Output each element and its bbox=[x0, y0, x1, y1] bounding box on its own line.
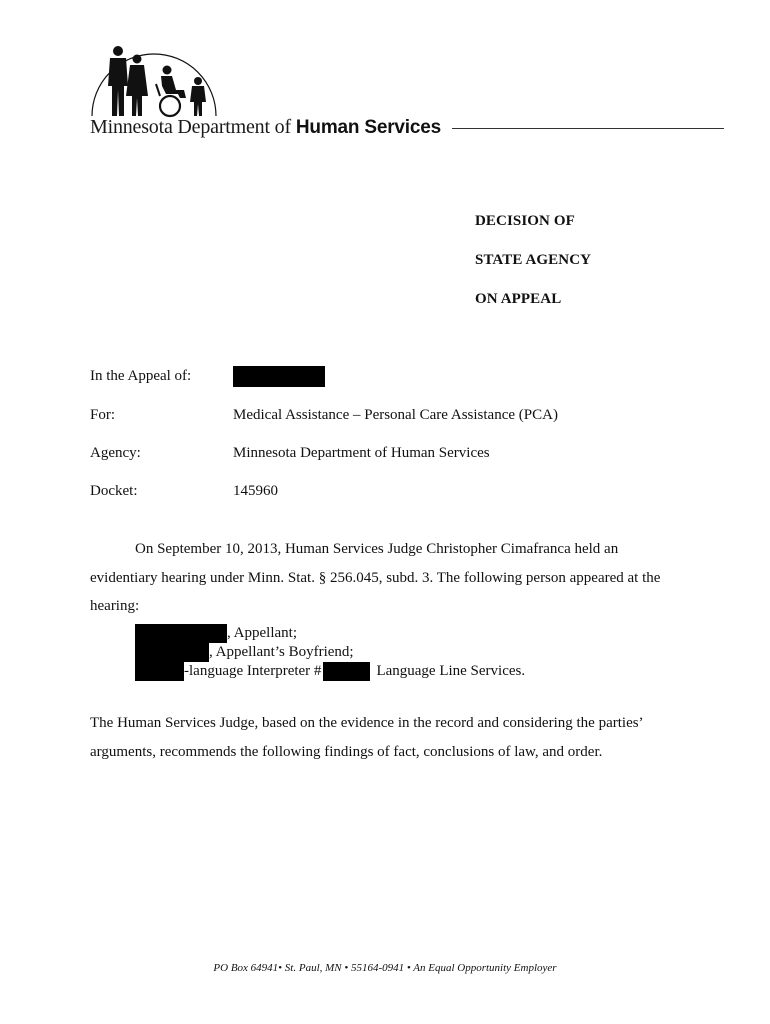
for-field bbox=[90, 406, 558, 424]
title-line-3: ON APPEAL bbox=[475, 291, 562, 307]
agency-value: Minnesota Department of Human Services bbox=[233, 445, 490, 461]
conclusion-paragraph bbox=[90, 709, 680, 766]
conclusion-text: The Human Services Judge, based on the evidence in the record and considering the parties’ arguments, recommends the following findings of fact, conclusions of law, and order. bbox=[90, 715, 643, 760]
appellant-redaction bbox=[135, 624, 227, 643]
letterhead-org-emphasis: Human Services bbox=[295, 117, 441, 138]
docket-field bbox=[90, 482, 278, 500]
agency-label: Agency: bbox=[90, 445, 141, 461]
appearance-interpreter bbox=[135, 662, 525, 681]
appearance-interpreter-service: Language Line Services. bbox=[376, 663, 526, 679]
appearance-interpreter-text: -language Interpreter # bbox=[184, 663, 322, 679]
intro-text: On September 10, 2013, Human Services Judge Christopher Cimafranca held an evidentiary hearing under Minn. Stat. § 256.045, subd. 3. The following person appeared at the hearing: bbox=[90, 541, 661, 614]
boyfriend-redaction bbox=[135, 643, 209, 662]
docket-label: Docket: bbox=[90, 483, 138, 499]
title-line-2: STATE AGENCY bbox=[475, 252, 592, 268]
letterhead-org-prefix: Minnesota Department of bbox=[90, 116, 291, 138]
family-figures-logo-icon bbox=[90, 44, 218, 118]
decision-title bbox=[475, 212, 591, 329]
appeal-of-label: In the Appeal of: bbox=[90, 368, 192, 384]
appearance-appellant bbox=[135, 624, 525, 643]
appearance-boyfriend-text: , Appellant’s Boyfriend; bbox=[209, 644, 354, 660]
agency-field bbox=[90, 444, 490, 462]
appearance-appellant-text: , Appellant; bbox=[227, 625, 297, 641]
letterhead-rule bbox=[452, 128, 724, 129]
appellant-name-redaction bbox=[233, 366, 325, 387]
page-footer: PO Box 64941• St. Paul, MN • 55164-0941 • An Equal Opportunity Employer bbox=[213, 962, 557, 974]
intro-paragraph bbox=[90, 535, 680, 621]
title-line-1: DECISION OF bbox=[475, 213, 575, 229]
docket-value: 145960 bbox=[233, 483, 278, 499]
interpreter-number-redaction bbox=[323, 662, 370, 681]
for-value: Medical Assistance – Personal Care Assistance (PCA) bbox=[233, 407, 558, 423]
appearances-list bbox=[135, 624, 525, 681]
letterhead bbox=[90, 116, 441, 140]
appeal-of-field bbox=[90, 367, 325, 387]
for-label: For: bbox=[90, 407, 116, 423]
language-redaction bbox=[135, 662, 184, 681]
appearance-boyfriend bbox=[135, 643, 525, 662]
